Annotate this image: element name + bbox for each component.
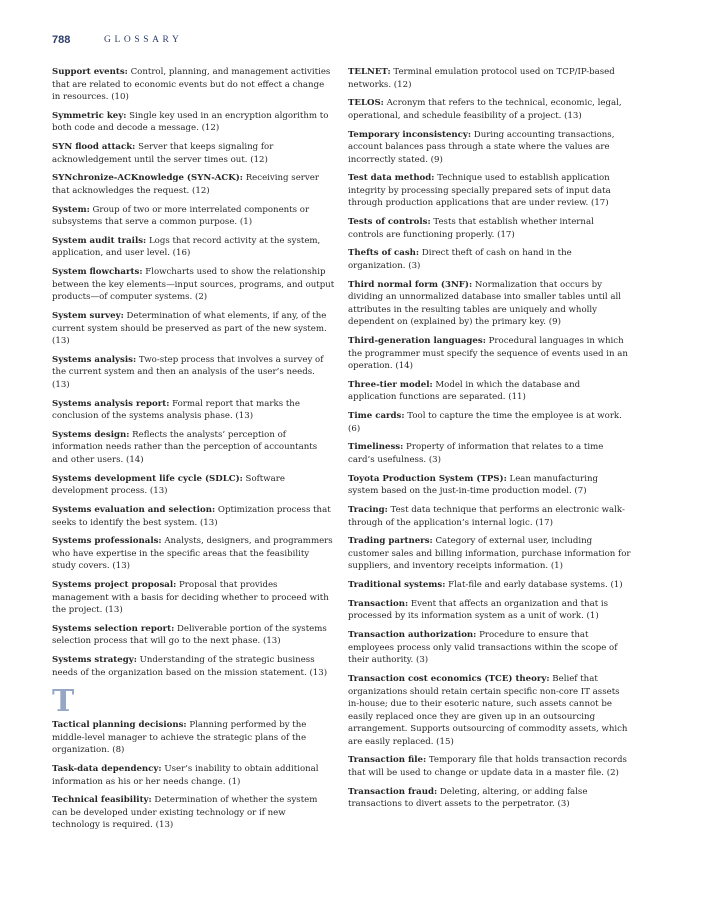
glossary-term: Temporary inconsistency: [348, 129, 472, 140]
glossary-entry [348, 673, 631, 748]
glossary-term: Systems selection report: [52, 623, 175, 634]
glossary-term: Transaction authorization: [348, 630, 477, 641]
glossary-definition: Acronym that refers to the technical, economic, legal, operational, and schedule feasibility of a project. (13) [348, 98, 622, 121]
glossary-term: Third-generation languages: [348, 336, 486, 347]
glossary-entry [52, 110, 335, 135]
glossary-definition: Model in which the database and application functions are separated. (11) [348, 379, 581, 403]
glossary-term: Systems development life cycle (SDLC): [52, 473, 243, 484]
glossary-term: Toyota Production System (TPS): [348, 473, 507, 484]
glossary-term: System: [52, 204, 90, 215]
glossary-term: Transaction fraud: [348, 786, 438, 797]
glossary-definition: Procedural languages in which the programmer must specify the sequence of events used in an operation. (14) [348, 336, 628, 372]
glossary-definition: Two-step process that involves a survey of the current system and then an analysis of the user’s needs. (13) [52, 354, 324, 390]
glossary-entry [52, 66, 335, 104]
glossary-entry [348, 247, 631, 272]
section-letter-t: T [52, 684, 75, 720]
glossary-term: Three-tier model: [348, 379, 433, 390]
glossary-term: Tracing: [348, 505, 388, 516]
glossary-entry [348, 279, 631, 329]
glossary-entry [52, 204, 335, 229]
glossary-definition: Reflects the analysts’ perception of information needs rather than the perception of accountants and other users. (14) [52, 429, 318, 465]
glossary-term: Transaction cost economics (TCE) theory: [348, 674, 550, 685]
glossary-entry [52, 535, 335, 573]
glossary-entry [348, 473, 631, 498]
glossary-term: Tactical planning decisions: [52, 720, 187, 731]
glossary-right-column [348, 66, 631, 817]
glossary-term: System survey: [52, 311, 124, 322]
glossary-definition: Terminal emulation protocol used on TCP/IP-based networks. (12) [348, 67, 615, 90]
glossary-term: SYN flood attack: [52, 142, 136, 153]
glossary-term: Third normal form (3NF): [348, 279, 473, 290]
glossary-definition: Belief that organizations should retain certain specific non-core IT assets in-house; due to their esoteric nature, such assets cannot be easily replaced once they are given up in an outsourcing arrangement. Supports outsourcing of commodity assets, which are easily replaced. (15) [348, 674, 628, 747]
glossary-term: System flowcharts: [52, 267, 143, 278]
glossary-definition: Flowcharts used to show the relationship between the key elements—input sources, programs, and output products—of computer systems. (2) [52, 267, 335, 303]
glossary-definition: Optimization process that seeks to identify the best system. (13) [52, 505, 331, 528]
glossary-entry [348, 216, 631, 241]
glossary-term: Systems professionals: [52, 536, 162, 547]
glossary-term: Tests of controls: [348, 217, 431, 228]
glossary-entry [348, 629, 631, 667]
glossary-entry [348, 579, 631, 592]
glossary-term: Thefts of cash: [348, 248, 420, 259]
glossary-term: Systems project proposal: [52, 580, 177, 591]
glossary-term: Systems evaluation and selection: [52, 505, 216, 516]
glossary-definition: Logs that record activity at the system, application, and user level. (16) [52, 235, 321, 259]
glossary-entry [52, 473, 335, 498]
glossary-definition: Proposal that provides management with a basis for deciding whether to proceed with the project. (13) [52, 580, 329, 616]
glossary-definition: Group of two or more interrelated components or subsystems that serve a common purpose. (1) [52, 204, 310, 228]
glossary-definition: User’s inability to obtain additional information as his or her needs change. (1) [52, 764, 319, 787]
glossary-definition: Deliverable portion of the systems selection process that will go to the next phase. (13) [52, 623, 327, 647]
glossary-entry [52, 235, 335, 260]
glossary-term: System audit trails: [52, 235, 147, 246]
glossary-entry [52, 141, 335, 166]
glossary-entry [348, 754, 631, 779]
running-head: GLOSSARY [104, 35, 183, 45]
glossary-definition: Determination of whether the system can be developed under existing technology or if new technology is required. (13) [52, 795, 318, 831]
glossary-definition: Test data technique that performs an electronic walk-through of the application’s internal logic. (17) [348, 505, 625, 528]
glossary-definition: Control, planning, and management activities that are related to economic events but do not effect a change in resources. (10) [52, 67, 331, 102]
glossary-term: TELOS: [348, 98, 384, 109]
glossary-definition: Tool to capture the time the employee is at work. (6) [348, 411, 622, 434]
glossary-entry [348, 97, 631, 122]
glossary-term: Time cards: [348, 411, 405, 422]
glossary-entry [52, 794, 335, 832]
glossary-entry [52, 172, 335, 197]
glossary-entry [348, 129, 631, 167]
glossary-entry [348, 441, 631, 466]
glossary-entry [348, 504, 631, 529]
glossary-entry [52, 579, 335, 617]
glossary-definition: Server that keeps signaling for acknowledgement until the server times out. (12) [52, 142, 274, 165]
glossary-term: Task-data dependency: [52, 764, 162, 775]
glossary-definition: Determination of what elements, if any, of the current system should be preserved as part of the new system. (13) [52, 311, 327, 347]
glossary-definition: Analysts, designers, and programmers who have expertise in the specific areas that the feasibility study covers. (13) [52, 536, 333, 572]
glossary-term: Support events: [52, 67, 128, 77]
glossary-entry [348, 379, 631, 404]
glossary-definition: Event that affects an organization and that is processed by its information system as a unit of work. (1) [348, 598, 609, 622]
glossary-definition: Tests that establish whether internal controls are functioning properly. (17) [348, 217, 594, 240]
glossary-definition: Single key used in an encryption algorithm to both code and decode a message. (12) [52, 110, 329, 134]
glossary-term: Systems analysis: [52, 354, 137, 365]
glossary-term: Technical feasibility: [52, 795, 152, 806]
glossary-definition: Technique used to establish application integrity by processing specially prepared sets of input data through production applications that are under review. (17) [348, 173, 611, 209]
glossary-definition: Lean manufacturing system based on the just-in-time production model. (7) [348, 473, 599, 497]
glossary-left-column [52, 66, 335, 838]
glossary-entry [348, 335, 631, 373]
glossary-entry [52, 354, 335, 392]
glossary-definition: Receiving server that acknowledges the request. (12) [52, 173, 319, 196]
glossary-entry [52, 623, 335, 648]
glossary-definition: Deleting, altering, or adding false transactions to divert assets to the perpetrator. (3) [348, 786, 588, 810]
glossary-entry [348, 535, 631, 573]
glossary-entry [52, 504, 335, 529]
glossary-term: Systems strategy: [52, 655, 137, 666]
glossary-definition: Property of information that relates to a time card’s usefulness. (3) [348, 442, 604, 465]
glossary-definition: Planning performed by the middle-level manager to achieve the strategic plans of the organization. (8) [52, 720, 307, 756]
glossary-entry [348, 172, 631, 210]
glossary-term: Test data method: [348, 173, 435, 184]
page-number: 788 [52, 34, 71, 46]
glossary-entry [52, 654, 335, 679]
glossary-definition: Software development process. (13) [52, 473, 285, 497]
glossary-definition: Direct theft of cash on hand in the organization. (3) [348, 248, 572, 271]
glossary-entry [348, 598, 631, 623]
glossary-term: Trading partners: [348, 536, 433, 547]
glossary-definition: Flat-file and early database systems. (1) [445, 580, 623, 591]
glossary-definition: During accounting transactions, account balances pass through a state where the values are incorrectly stated. (9) [348, 129, 615, 165]
glossary-entry [52, 763, 335, 788]
glossary-entry [52, 310, 335, 348]
glossary-entry [52, 429, 335, 467]
glossary-definition: Formal report that marks the conclusion of the systems analysis phase. (13) [52, 398, 300, 422]
glossary-entry [348, 786, 631, 811]
glossary-term: SYNchronize-ACKnowledge (SYN-ACK): [52, 173, 243, 184]
glossary-term: Symmetric key: [52, 110, 127, 121]
glossary-term: Transaction: [348, 598, 409, 609]
glossary-definition: Category of external user, including customer sales and billing information, purchase information for suppliers, and inventory receipts information. (1) [348, 536, 631, 572]
glossary-entry [348, 410, 631, 435]
glossary-term: Transaction file: [348, 755, 427, 766]
glossary-term: Systems design: [52, 429, 130, 440]
glossary-term: Traditional systems: [348, 580, 446, 591]
glossary-entry [52, 398, 335, 423]
glossary-entry [348, 66, 631, 91]
glossary-term: Timeliness: [348, 442, 404, 453]
glossary-definition: Procedure to ensure that employees process only valid transactions within the scope of their authority. (3) [348, 630, 618, 666]
glossary-term: TELNET: [348, 67, 391, 77]
glossary-definition: Normalization that occurs by dividing an unnormalized database into smaller tables until all attributes in the resulting tables are uniquely and wholly dependent on (explained by) the primary key. (9) [348, 279, 621, 328]
glossary-term: Systems analysis report: [52, 398, 170, 409]
glossary-entry [52, 719, 335, 757]
glossary-entry [52, 266, 335, 304]
glossary-definition: Understanding of the strategic business needs of the organization based on the mission statement. (13) [52, 655, 328, 678]
glossary-definition: Temporary file that holds transaction records that will be used to change or update data in a master file. (2) [348, 755, 627, 778]
